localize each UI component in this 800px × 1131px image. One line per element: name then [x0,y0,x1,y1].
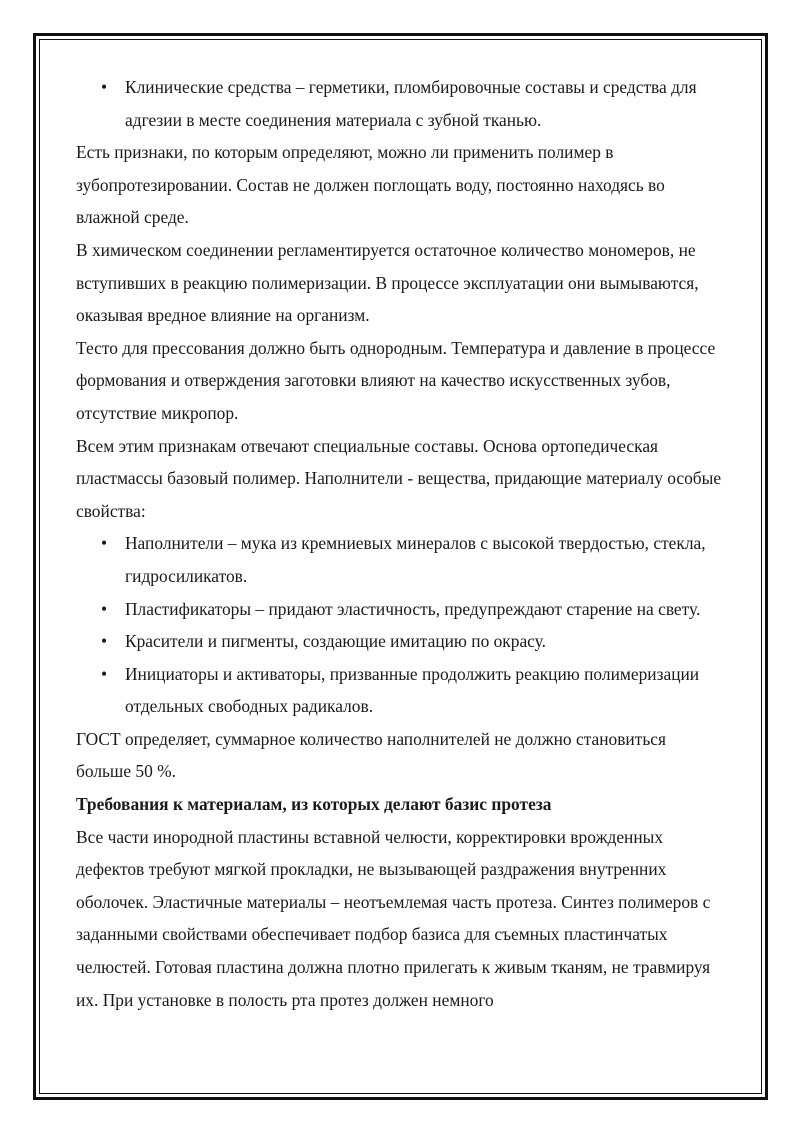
document-body [76,71,724,1016]
bullet-item-plasticizers [76,593,724,626]
bullet-text: Наполнители – мука из кремниевых минералов с высокой твердостью, стекла, гидросиликатов. [125,533,706,586]
bullet-text: Инициаторы и активаторы, призванные продолжить реакцию полимеризации отдельных свободных радикалов. [125,663,700,717]
bullet-item-dyes [76,625,724,658]
paragraph-criteria: Есть признаки, по которым определяют, можно ли применить полимер в зубопротезировании. Состав не должен поглощать воду, постоянно находясь во влажной среде. [76,142,665,228]
bullet-item-initiators [76,658,724,723]
section-heading: Требования к материалам, из которых делают базис протеза [76,794,552,815]
paragraph-residual-monomers: В химическом соединении регламентируется остаточное количество мономеров, не вступивших в реакцию полимеризации. В процессе эксплуатации они вымываются, оказывая вредное влияние на организм. [76,239,699,326]
paragraph-base-requirements: Все части инородной пластины вставной челюсти, корректировки врожденных дефектов требуют мягкой прокладки, не вызывающей раздражения внутренних оболочек. Эластичные материалы – неотъемлемая часть протеза. Синтез полимеров с заданными свойствами обеспечивает подбор базиса для съемных пластинчатых челюстей. Готовая пластина должна плотно прилегать к живым тканям, не травмируя их. При установке в полость рта протез должен немного [76,826,711,1010]
paragraph-pressing-dough: Тесто для прессования должно быть однородным. Температура и давление в процессе формования и отверждения заготовки влияют на качество искусственных зубов, отсутствие микропор. [76,337,716,423]
bullet-icon: • [100,77,108,97]
paragraph-gost: ГОСТ определяет, суммарное количество наполнителей не должно становиться больше 50 %. [76,728,666,782]
paragraph-special-compositions: Всем этим признакам отвечают специальные составы. Основа ортопедическая пластмассы базовый полимер. Наполнители - вещества, придающие материалу особые свойства: [76,435,722,521]
bullet-text: Клинические средства – герметики, пломбировочные составы и средства для адгезии в месте соединения материала с зубной тканью. [125,77,697,130]
bullet-item-clinical-agents [76,71,724,136]
bullet-text: Пластификаторы – придают эластичность, предупреждают старение на свету. [125,598,701,619]
bullet-text: Красители и пигменты, создающие имитацию по окрасу. [125,631,546,652]
bullet-icon: • [100,533,108,554]
bullet-icon: • [100,598,108,619]
bullet-icon: • [100,663,108,684]
bullet-item-fillers [76,527,724,592]
bullet-icon: • [100,631,108,652]
